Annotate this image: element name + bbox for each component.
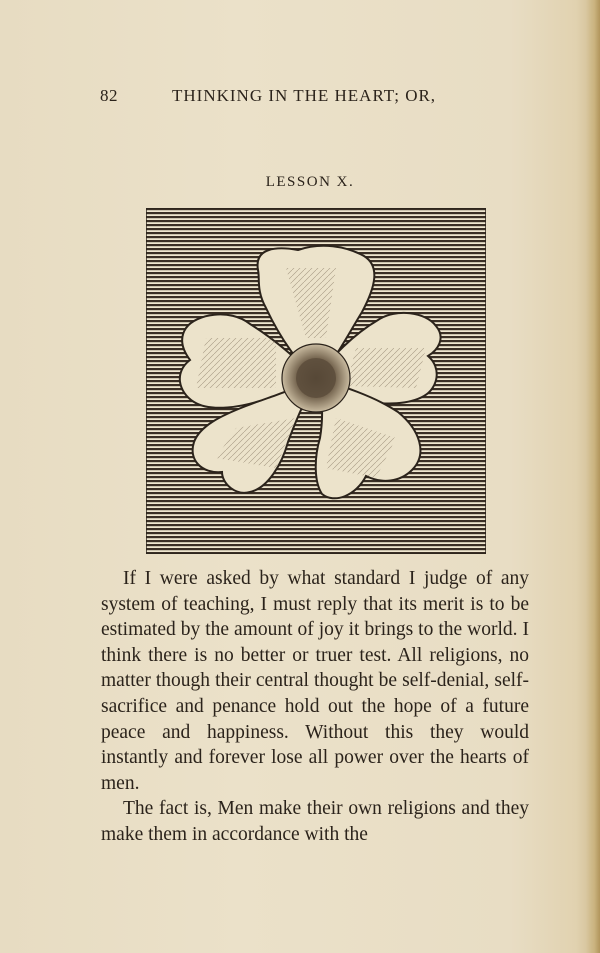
paragraph-1: If I were asked by what standard I judge of any system of teaching, I must reply that its merit is to be estimated by the amount of joy it brings to the world. I think there is no better or truer test. All religions, no matter though their central thought be self-denial, self-sacrifice and penance hold out the hope of a future peace and happiness. Without this they would instantly and forever lose all power over the hearts of men. — [101, 568, 529, 794]
page-number: 82 — [100, 86, 118, 105]
lesson-heading: LESSON X. — [265, 174, 355, 190]
page-edge-shadow — [586, 0, 600, 953]
running-title: THINKING IN THE HEART; OR, — [172, 86, 437, 105]
five-petal-flower-icon — [146, 208, 486, 554]
paragraph-2: The fact is, Men make their own religions and they make them in accordance with the — [101, 798, 529, 845]
body-text — [101, 566, 529, 848]
